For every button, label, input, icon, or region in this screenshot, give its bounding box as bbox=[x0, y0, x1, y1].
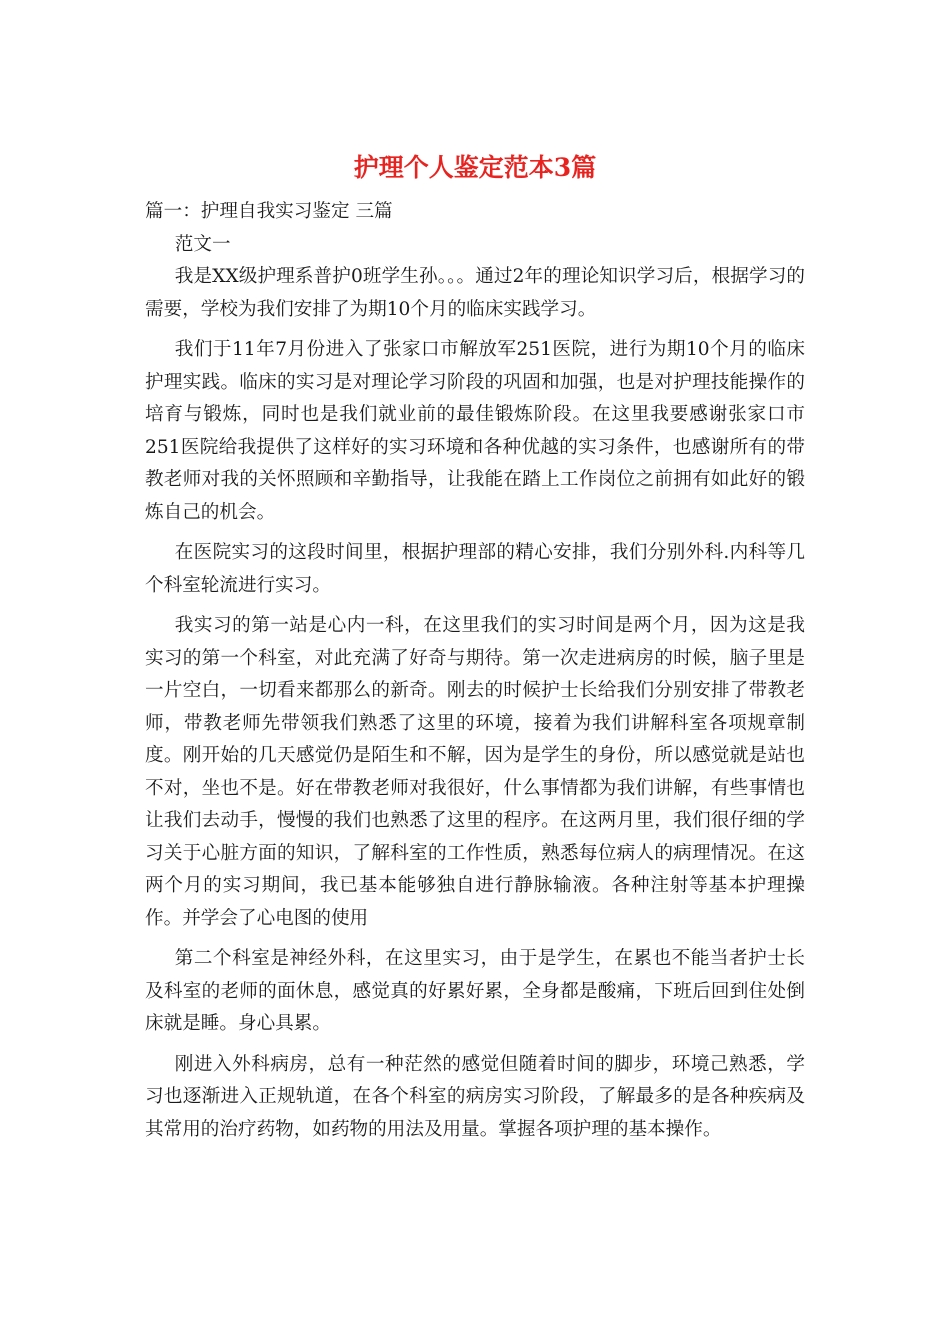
sub-heading: 范文一 bbox=[174, 233, 231, 255]
paragraph-5: 第二个科室是神经外科，在这里实习，由于是学生，在累也不能当者护士长及科室的老师的面休息，感觉真的好累好累，全身都是酸痛，下班后回到住处倒床就是睡。身心具累。 bbox=[145, 948, 805, 1034]
section-heading: 篇一：护理自我实习鉴定 三篇 bbox=[145, 201, 393, 222]
paragraph-6: 刚进入外科病房，总有一种茫然的感觉但随着时间的脚步，环境己熟悉，学习也逐渐进入正规轨道，在各个科室的病房实习阶段，了解最多的是各种疾病及其常用的治疗药物，如药物的用法及用量。掌握各项护理的基本操作。 bbox=[145, 1053, 805, 1140]
paragraph-2: 我们于11年7月份进入了张家口市解放军251医院，进行为期10个月的临床护理实践。临床的实习是对理论学习阶段的巩固和加强，也是对护理技能操作的培育与锻炼，同时也是我们就业前的最佳锻炼阶段。在这里我要感谢张家口市251医院给我提供了这样好的实习环境和各种优越的实习条件，也感谢所有的带教老师对我的关怀照顾和辛勤指导，让我能在踏上工作岗位之前拥有如此好的锻炼自己的机会。 bbox=[145, 339, 805, 523]
paragraph-1: 我是XX级护理系普护0班学生孙。。。通过2年的理论知识学习后，根据学习的需要，学校为我们安排了为期10个月的临床实践学习。 bbox=[145, 266, 805, 320]
paragraph-3: 在医院实习的这段时间里，根据护理部的精心安排，我们分别外科.内科等几个科室轮流进行实习。 bbox=[145, 542, 805, 596]
document-body bbox=[145, 196, 805, 1154]
document-title: 护理个人鉴定范本3篇 bbox=[353, 153, 597, 182]
paragraph-4: 我实习的第一站是心内一科，在这里我们的实习时间是两个月，因为这是我实习的第一个科室，对此充满了好奇与期待。第一次走进病房的时候，脑子里是一片空白，一切看来都那么的新奇。刚去的时候护士长给我们分别安排了带教老师，带教老师先带领我们熟悉了这里的环境，接着为我们讲解科室各项规章制度。刚开始的几天感觉仍是陌生和不解，因为是学生的身份，所以感觉就是站也不对，坐也不是。好在带教老师对我很好，什么事情都为我们讲解，有些事情也让我们去动手，慢慢的我们也熟悉了这里的程序。在这两月里，我们很仔细的学习关于心脏方面的知识，了解科室的工作性质，熟悉每位病人的病理情况。在这两个月的实习期间，我已基本能够独自进行静脉输液。各种注射等基本护理操作。并学会了心电图的使用 bbox=[145, 615, 805, 929]
